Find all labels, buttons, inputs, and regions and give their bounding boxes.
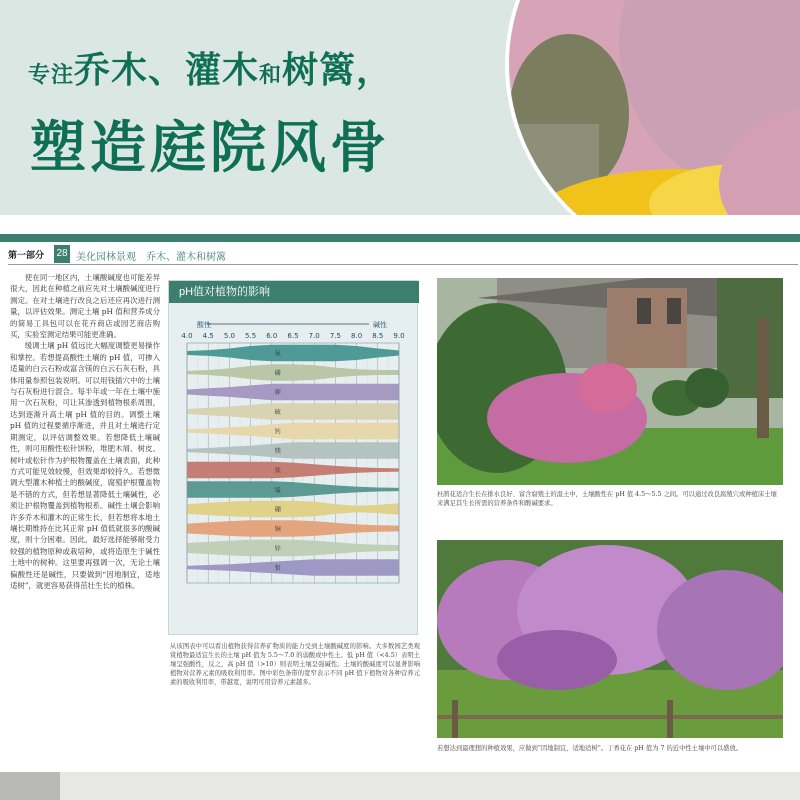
- x-tick-label: 5.5: [245, 332, 257, 340]
- x-tick-label: 7.0: [308, 332, 320, 340]
- page-number: 28: [54, 245, 70, 263]
- nutrient-band: [187, 442, 399, 458]
- nutrient-label: 钙: [274, 428, 281, 436]
- nutrient-band: [187, 520, 399, 536]
- title-main: 乔木、灌木: [74, 49, 260, 91]
- body-paragraph: 使在同一地区内，土壤酸碱度也可能差异很大，因此在种植之前应先对土壤酸碱度进行测定。在对土壤进行改良之后还应再次进行测量，以评估效果。测定土壤 pH 值和营养成分的简易工具包可以在花卉商店或园艺商店购买，实验室测定结果可能更准确。: [10, 273, 160, 340]
- nutrient-label: 磷: [274, 370, 281, 377]
- nutrient-label: 硼: [274, 506, 281, 514]
- weeping-cherry-forsythia-photo: [505, 0, 800, 215]
- chart-title: pH值对植物的影响: [169, 281, 419, 303]
- section-header: [0, 245, 800, 265]
- body-text-column: [10, 272, 160, 692]
- nutrient-band: [187, 364, 399, 380]
- nutrient-label: 锌: [274, 545, 281, 553]
- lilac-photo: [437, 540, 783, 738]
- footer-band-accent: [0, 772, 60, 800]
- section-rule: [8, 264, 798, 265]
- nutrient-label: 氮: [274, 350, 281, 358]
- x-tick-label: 9.0: [393, 332, 405, 340]
- body-paragraph: 缓调土壤 pH 值远比大幅度调整更易操作和掌控。若想提高酸性土壤的 pH 值，可掺入适量的白云石粉或富含镁的白云石灰石粉，具体用量参照包装说明。可以用钱插穴中的土壤与石灰粉进行混合。每半年或一年在土壤中施用一次石灰粉，可让其渗透到植物根系周围，达到逐渐升高土壤 pH 值的目的。调整土壤 pH 值的过程要循序渐进，并且对土壤进行定期测定，以评估调整效果。若想降低土壤碱性，则可用酸性松针饼粉，堆肥木屑、树皮、树叶或松针作为护根物覆盖在土壤表面，此种方式可能见效较慢，但效果却较持久。若想微调大型灌木种植土的酸碱度，腐殖护根覆盖物是不错的方式，但若想显著降低土壤碱性，必须让护根物覆盖到植物根系。碱性土壤会影响许多乔木和灌木的正常生长，但若想将本地土壤长期维持在比其正常 pH 值低就很多的酸碱度，则十分困难。因此，最好选择能够耐受力较强的植物原种或栽培种，或将造原生于碱性土地中的树种。这里要再强调一次，无论土壤偏酸性还是碱性，只要做到“因地制宜，适地适树”，就更容易获得茁壮生长的植株。: [10, 341, 160, 590]
- footer-band: [0, 772, 800, 800]
- x-tick-label: 4.0: [181, 332, 193, 340]
- x-tick-label: 5.0: [223, 332, 235, 340]
- lilac-caption: 若想达到最理想的种植效果，应做到“因地制宜，适地适树”。丁香花在 pH 值为 7 的近中性土壤中可以盛放。: [437, 745, 743, 752]
- axis-left-label: 酸性: [197, 321, 211, 329]
- nutrient-label: 钾: [274, 389, 281, 397]
- nutrient-label: 镁: [274, 448, 281, 455]
- nutrient-label: 铜: [274, 526, 281, 533]
- azalea-caption: 杜鹃花适合生长在排水良好、富含腐殖土的湿土中，土壤酸性在 pH 值 4.5～5.5 之间。可以通过改良腐殖穴或种植床土壤来满足其生长所需的营养条件和酸碱要求。: [437, 491, 777, 507]
- x-tick-label: 4.5: [202, 332, 214, 340]
- x-tick-label: 8.0: [351, 332, 363, 340]
- page-title-line-2: 塑造庭院风骨: [30, 115, 390, 181]
- section-divider: [0, 234, 800, 242]
- x-tick-label: 6.5: [287, 332, 299, 340]
- azalea-house-photo: [437, 278, 783, 485]
- x-tick-label: 6.0: [266, 332, 278, 340]
- title-prefix: 专注: [28, 62, 75, 88]
- chart-caption: 从该图表中可以看出植物获得营养矿物质的能力受到土壤酸碱度的影响。大多数园艺类观赏植物最适宜生长的土壤 pH 值为 5.5～7.0 的弱酸或中性土。低 pH 值（<4.5）表明土壤呈强酸性，反之，高 pH 值（>10）则表明土壤呈强碱性。土壤的酸碱度可以显著影响植物对营养元素的吸收利用率。图中彩色条带的宽窄表示不同 pH 值下植物对各种营养元素的吸收利用率，带越宽，说明可用营养元素越多。: [170, 643, 420, 686]
- axis-right-label: 碱性: [373, 321, 387, 329]
- ph-chart-panel: [168, 280, 418, 635]
- nutrient-label: 钼: [274, 565, 281, 572]
- breadcrumb: 美化园林景观 乔木、灌木和树篱: [76, 252, 226, 263]
- x-tick-label: 8.5: [372, 332, 384, 340]
- page-title-line-1: [28, 42, 393, 93]
- part-label: 第一部分: [8, 250, 45, 260]
- nutrient-label: 铁: [274, 467, 281, 475]
- nutrient-label: 硫: [274, 409, 281, 416]
- x-tick-label: 7.5: [329, 332, 341, 340]
- title-mid: 和: [259, 62, 283, 88]
- nutrient-label: 锰: [274, 487, 281, 494]
- title-end: 树篱，: [282, 49, 394, 91]
- ph-chart: [169, 303, 419, 635]
- header-band: [0, 0, 800, 215]
